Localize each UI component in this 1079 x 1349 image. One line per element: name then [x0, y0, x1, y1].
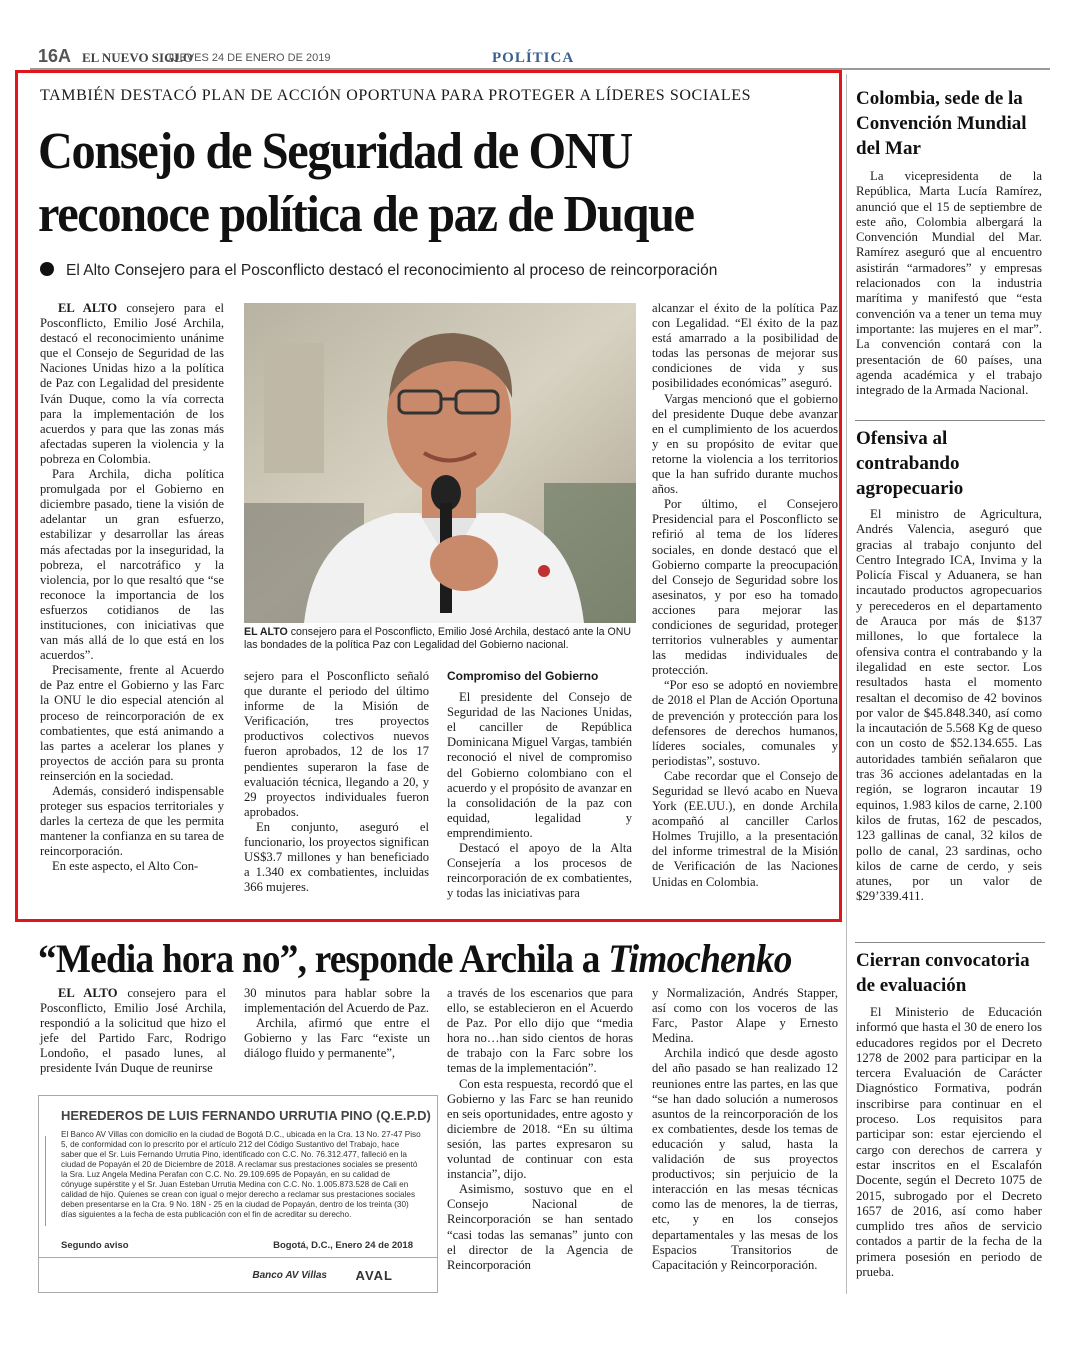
ad-place-date: Bogotá, D.C., Enero 24 de 2018 — [273, 1240, 413, 1251]
paper-name: EL NUEVO SIGLO — [82, 50, 193, 65]
paragraph: alcanzar el éxito de la política Paz con Legalidad. “El éxito de la paz está amarrado a la posibilidad de todas las personas de mejorar sus condiciones de vida y sus posibilidades económicas” aseguró. — [652, 301, 838, 391]
aval-logo: AVAL — [355, 1268, 393, 1283]
speaker-photo-image — [244, 303, 636, 623]
column-divider — [846, 74, 847, 1294]
kicker: TAMBIÉN DESTACÓ PLAN DE ACCIÓN OPORTUNA PARA PROTEGER A LÍDERES SOCIALES — [40, 87, 752, 104]
sidebar-title-1: Colombia, sede de la Convención Mundial del Mar — [856, 88, 1027, 159]
ad-body: El Banco AV Villas con domicilio en la ciudad de Bogotá D.C., ubicada en la Cra. 13 No. 27-47 Piso 5, de conformidad con lo prescrito por el artículo 212 del Código Sustantivo del Trabajo, hace saber que el Sr. Luis Fernando Urrutia Pino, identificado con C.C. No. 76.312.477, falleció en la ciudad de Popayán el 20 de Diciembre de 2018. A reclamar sus prestaciones sociales se presentó la Sra. Luz Angela Medina Perafan con C.C. No. 29.109.695 de Popayán, en su calidad de cónyuge supérstite y el Sr. Juan Esteban Urrutia Medina con C.C. No. 1.005.873.528 de Cali en calidad de hijo. Quienes se crean con igual o mejor derecho a reclamar sus prestaciones sociales deben presentarse en la Cra. 9 No. 18N - 25 en la ciudad de Popayán, dentro de los treinta (30) días siguientes a la fecha de esta publicación con el fin de acreditar su derecho. — [61, 1130, 421, 1219]
ad-notice-label: Segundo aviso — [61, 1240, 129, 1251]
second-column-3 — [447, 986, 633, 1273]
second-headline-italic: Timochenko — [608, 936, 792, 981]
paragraph: “Por eso se adoptó en noviembre de 2018 el Plan de Acción Oportuna de prevención y protección para los defensores de derechos humanos, líderes sociales, comunales y periodistas”, sostuvo. — [652, 678, 838, 768]
paragraph: Para Archila, dicha política promulgada por el Gobierno en diciembre pasado, tiene la visión de adelantar un gran esfuerzo, estabilizar y desarrollar las áreas más afectadas por la inseguridad, la pobreza, el narcotráfico y la violencia, por lo que resaltó que “se reconoce la importancia de los esfuerzos cotidianos de las instituciones, con iniciativas que van más allá de lo que está en los acuerdos”. — [40, 467, 224, 663]
headline-line-1: Consejo de Seguridad de ONU — [38, 123, 632, 180]
legal-notice-ad — [38, 1095, 438, 1293]
second-column-1 — [40, 986, 226, 1077]
photo-caption — [244, 626, 636, 652]
paragraph: consejero para el Posconflicto, Emilio José Archila, destacó el reconocimiento unánime que el Consejo de Seguridad de las Naciones Unidas hizo a la política de Paz con Legalidad del presidente Iván Duque, como la vía correcta para la implementación de los acuerdos y para que las zonas más afectadas superen la violencia y la pobreza en Colombia. — [40, 301, 224, 466]
paragraph: Además, consideró indispensable proteger sus espacios territoriales y darles la certeza de que les permita mantener la confianza en su tarea de reincorporación. — [40, 784, 224, 859]
paragraph: 30 minutos para hablar sobre la implementación del Acuerdo de Paz. — [244, 986, 430, 1016]
paragraph: Archila indicó que desde agosto del año pasado se han realizado 12 reuniones entre las partes, en las que “se han dado solución a numerosos asuntos de la reincorporación de los ex combatientes, desde los temas de educación y salud, hasta la validación de sus proyectos productivos; sin perjuicio de la interacción en las mesas técnicas como las de menores, la de tierras, etc, y en los consejos departamentales y las mesas de los Espacios Transitorios de Capacitación y Reincorporación. — [652, 1046, 838, 1272]
paragraph: Destacó el apoyo de la Alta Consejería a los procesos de reincorporación de ex combatientes, y todas las iniciativas para — [447, 841, 632, 901]
caption-lead: EL ALTO — [244, 626, 288, 638]
second-column-4 — [652, 986, 838, 1273]
sidebar-rule — [855, 420, 1045, 421]
lead-word: EL ALTO — [58, 301, 118, 315]
paragraph: Vargas mencionó que el gobierno del presidente Duque debe avanzar en el cumplimiento de los acuerdos y en su propósito de evitar que retorne la violencia a los territorios que la han sufrido durante muchos años. — [652, 391, 838, 497]
paragraph: Por último, el Consejero Presidencial para el Posconflicto se refirió al tema de los líderes sociales, en donde destacó que el Gobierno comparte la preocupación del Consejo de Seguridad sobre los asesinatos, y por eso ha tomado acciones para mejorar las condiciones de seguridad, proteger territorios vulnerables y aumentar las medidas individuales de protección. — [652, 497, 838, 678]
bullet-icon — [40, 262, 54, 276]
subdeck — [40, 262, 717, 280]
paragraph: Con esta respuesta, recordó que el Gobierno y las Farc se han reunido en seis oportunidades, entre agosto y diciembre de 2018. “En su última sesión, las partes expresaron su voluntad de continuar con esta instancia”, dijo. — [447, 1076, 633, 1182]
paragraph: Cabe recordar que el Consejo de Seguridad se llevó acabo en Nueva York (EE.UU.), en donde Archila acompañó al canciller Carlos Holmes Trujillo, a la presentación del informe trimestral de la Misión de Verificación de las Naciones Unidas en Colombia. — [652, 768, 838, 889]
sidebar-story-1 — [856, 169, 1042, 398]
second-column-2 — [244, 986, 430, 1061]
article-column-4 — [652, 301, 838, 890]
bank-logo: Banco AV Villas — [252, 1270, 327, 1281]
news-photo — [244, 303, 636, 623]
main-headline — [38, 120, 782, 246]
paragraph: Archila, afirmó que entre el Gobierno y las Farc “existe un diálogo fluido y permanente”, — [244, 1016, 430, 1061]
paragraph: En este aspecto, el Alto Con- — [52, 859, 199, 874]
article-column-3 — [447, 669, 632, 901]
paragraph: sejero para el Posconflicto señaló que durante el periodo del último informe de la Misión de Verificación, tres proyectos productivos colectivos nuevos fueron aprobados, 12 de los 17 pendientes superaron la fase de evaluación técnica, llegando a 20, y 29 proyectos individuales fueron aprobados. — [244, 669, 429, 819]
second-headline-text: “Media hora no”, responde Archila a — [38, 936, 609, 981]
paragraph: La vicepresidenta de la República, Marta Lucía Ramírez, anunció que el 15 de septiembre de este año, Colombia albergará la Convención Mundial del Mar. Ramírez aseguró que al encuentro asistirán “armadores” y empresas relacionados con la industria marítima y manifestó que “esta convención va a tener un tema muy importante: las mujeres en el mar”. La convención contará con la presentación de 60 países, una agenda académica y el trabajo integrado de la Armada Nacional. — [856, 169, 1042, 398]
subdeck-text: El Alto Consejero para el Posconflicto destacó el reconocimiento al proceso de reincorporación — [66, 262, 718, 279]
paragraph: consejero para el Posconflicto, Emilio José Archila, respondió a la solicitud que hizo el jefe del Partido Farc, Rodrigo Londoño, el pasado lunes, al presidente Iván Duque de reunirse — [40, 986, 226, 1076]
paragraph: El ministro de Agricultura, Andrés Valencia, aseguró que gracias al trabajo conjunto del Centro Integrado ICA, Invima y la Policía Fiscal y Aduanera, se han incautado productos agropecuarios y perecederos en el departamento de Arauca por más de $137 millones, lo que fortalece la ofensiva contra el contrabando y la ilegalidad en este sector. Los resultados hasta el momento resaltan el decomiso de 42 bovinos por valor de $45.848.340, así como la incautación de 5.568 Kg de queso con un costo de $52.134.655. Las autoridades también señalaron que tras 36 acciones adelantadas en la región, se lograron incautar 19 equinos, 1.983 kilos de carne, 2.100 kilos de frutas, 162 de pescados, 123 gallinas de canal, 32 kilos de pollo de canal, 23 sardinas, ocho kilos de carne de cerdo, y seis atunes, por un valor de $29’339.411. — [856, 507, 1042, 904]
paragraph: El presidente del Consejo de Seguridad de las Naciones Unidas, el canciller de República Dominicana Miguel Vargas, también reconoció el nivel de compromiso del Gobierno colombiano con el acuerdo y el propósito de avanzar en la consolidación de la paz con equidad, legalidad y emprendimiento. — [447, 690, 632, 840]
paragraph: y Normalización, Andrés Stapper, así como con los voceros de las Farc, Pastor Alape y Ernesto Medina. — [652, 986, 838, 1046]
page-number: 16A — [38, 46, 72, 66]
paragraph: En conjunto, aseguró el funcionario, los proyectos significan US$3.7 millones y han beneficiado a 1.340 ex combatientes, incluidas 366 mujeres. — [244, 819, 429, 895]
paragraph: El Ministerio de Educación informó que hasta el 30 de enero los educadores regidos por el Decreto 1278 de 2002 para participar en la tercera Evaluación de Carácter Diagnóstico Formativa, podrán inscribirse para continuar en el proceso. Los requisitos para participar son: estar ejerciendo el cargo con derechos de carrera y estar inscritos en el Escalafón Docente, según el Decreto 1075 de 2015, subrogado por el Decreto 1657 de 2016, así como haber cumplido tres años de servicio contados a partir de la fecha de la primera posesión en periodo de prueba. — [856, 1005, 1042, 1280]
second-headline — [38, 935, 792, 982]
sidebar-story-2 — [856, 507, 1042, 905]
lead-word: EL ALTO — [58, 986, 118, 1000]
ad-side-rule — [45, 1136, 54, 1226]
section-label: POLÍTICA — [492, 50, 575, 66]
sidebar-title-2: Ofensiva al contrabando agropecuario — [856, 428, 964, 499]
sidebar-rule — [855, 942, 1045, 943]
sidebar-story-3 — [856, 1005, 1042, 1280]
article-column-1 — [40, 301, 224, 875]
ad-title: HEREDEROS DE LUIS FERNANDO URRUTIA PINO (Q.E.P.D) — [61, 1108, 431, 1123]
article-column-2 — [244, 669, 429, 895]
caption-text: consejero para el Posconflicto, Emilio José Archila, destacó ante la ONU las bondades de la política Paz con Legalidad del Gobierno nacional. — [244, 626, 632, 651]
column-subhead: Compromiso del Gobierno — [447, 669, 599, 683]
ad-logo-band — [39, 1257, 437, 1292]
paragraph: Precisamente, frente al Acuerdo de Paz entre el Gobierno y las Farc la ONU le dio especial atención al proceso de reincorporación de ex combatientes, que está animando a las partes a acelerar los planes y proyectos de acción para su pronta reinserción en la sociedad. — [40, 663, 224, 783]
paragraph: a través de los escenarios que para ello, se establecieron en el Acuerdo de Paz. Por ello dijo que “media hora no…han sido cientos de horas de trabajo con la Farc sobre los temas de la implementación”. — [447, 986, 633, 1076]
sidebar-title-3: Cierran convocatoria de evaluación — [856, 950, 1030, 996]
headline-line-2: reconoce política de paz de Duque — [38, 186, 694, 243]
paragraph: Asimismo, sostuvo que en el Consejo Nacional de Reincorporación se han sentado “casi todas las semanas” junto con el director de la Agencia de Reincorporación — [447, 1182, 633, 1272]
issue-date: JUEVES 24 DE ENERO DE 2019 — [166, 52, 331, 64]
